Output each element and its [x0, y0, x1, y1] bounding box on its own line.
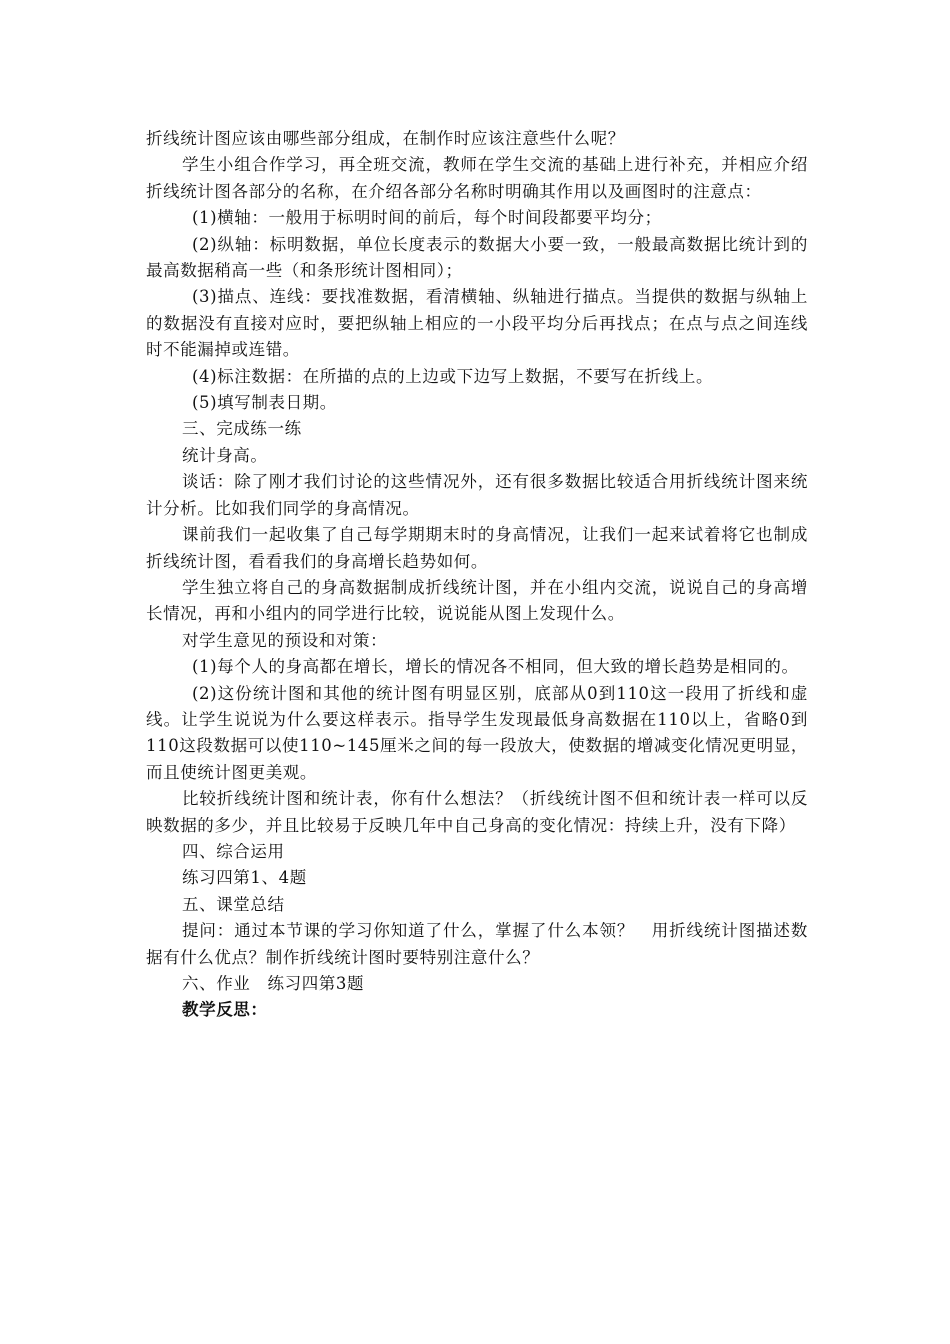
section-heading: 三、完成练一练	[182, 419, 302, 439]
list-item: (5)填写制表日期。	[192, 393, 337, 413]
section-heading: 五、课堂总结	[182, 894, 285, 914]
list-item: (2)这份统计图和其他的统计图有明显区别，底部从0到110这一段用了折线和虚线。让学生说说为什么要这样表示。指导学生发现最低身高数据在110以上，省略0到110这段数据可以使110~145厘米之间的每一段放大，使数据的增减变化情况更明显，而且使统计图更美观。	[146, 683, 808, 782]
list-item: (1)横轴：一般用于标明时间的前后，每个时间段都要平均分；	[192, 208, 662, 228]
paragraph: 对学生意见的预设和对策：	[182, 630, 388, 650]
list-item: (4)标注数据：在所描的点的上边或下边写上数据，不要写在折线上。	[192, 366, 714, 386]
paragraph: 学生独立将自己的身高数据制成折线统计图，并在小组内交流，说说自己的身高增长情况，再和小组内的同学进行比较，说说能从图上发现什么。	[146, 577, 808, 624]
paragraph: 学生小组合作学习，再全班交流，教师在学生交流的基础上进行补充，并相应介绍折线统计图各部分的名称，在介绍各部分名称时明确其作用以及画图时的注意点：	[146, 155, 808, 201]
paragraph: 练习四第1、4题	[182, 868, 307, 888]
list-item: (1)每个人的身高都在增长，增长的情况各不相同，但大致的增长趋势是相同的。	[192, 657, 799, 677]
paragraph: 谈话：除了刚才我们讨论的这些情况外，还有很多数据比较适合用折线统计图来统计分析。比如我们同学的身高情况。	[146, 472, 808, 518]
paragraph: 提问：通过本节课的学习你知道了什么，掌握了什么本领？ 用折线统计图描述数据有什么优点？制作折线统计图时要特别注意什么？	[146, 921, 808, 967]
list-item: (2)纵轴：标明数据，单位长度表示的数据大小要一致，一般最高数据比统计到的最高数据稍高一些（和条形统计图相同）；	[146, 234, 808, 281]
document-body	[146, 126, 808, 1024]
paragraph: 课前我们一起收集了自己每学期期末时的身高情况，让我们一起来试着将它也制成折线统计图，看看我们的身高增长趋势如何。	[146, 525, 808, 571]
paragraph: 统计身高。	[182, 445, 268, 465]
paragraph: 比较折线统计图和统计表，你有什么想法？（折线统计图不但和统计表一样可以反映数据的多少，并且比较易于反映几年中自己身高的变化情况：持续上升，没有下降）	[146, 789, 808, 835]
section-heading: 四、综合运用	[182, 841, 285, 861]
list-item: (3)描点、连线：要找准数据，看清横轴、纵轴进行描点。当提供的数据与纵轴上的数据没有直接对应时，要把纵轴上相应的一小段平均分后再找点；在点与点之间连线时不能漏掉或连错。	[146, 287, 808, 360]
paragraph: 折线统计图应该由哪些部分组成，在制作时应该注意些什么呢？	[146, 129, 625, 148]
reflection-heading: 教学反思：	[182, 1000, 268, 1020]
section-heading: 六、作业 练习四第3题	[182, 974, 365, 993]
